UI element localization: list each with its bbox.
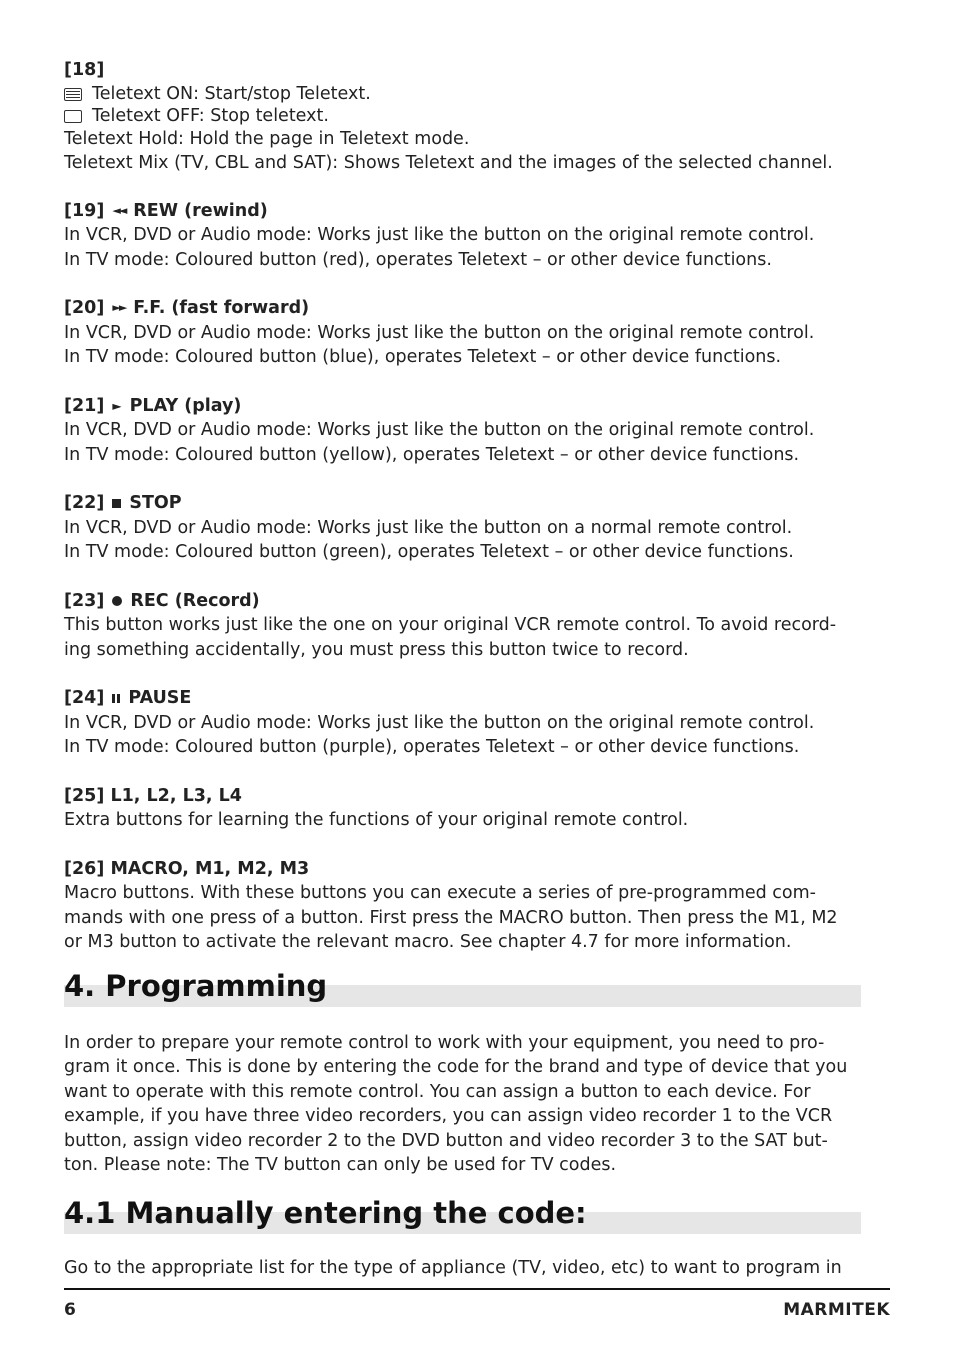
- section-4-1-title: 4.1 Manually entering the code:: [64, 1195, 587, 1230]
- record-icon: [112, 596, 122, 606]
- teletext-on-icon: [64, 88, 82, 101]
- item-21-line1: In VCR, DVD or Audio mode: Works just like the button on the original remote control.: [64, 420, 815, 440]
- fast-forward-icon: ►►: [112, 301, 126, 314]
- rewind-icon: ◄◄: [112, 203, 126, 217]
- item-21-number: [21]: [64, 395, 105, 416]
- item-24-line2: In TV mode: Coloured button (purple), operates Teletext – or other device functions.: [64, 737, 800, 757]
- section-4-line: example, if you have three video recorders, you can assign video recorder 1 to the VCR: [64, 1106, 833, 1126]
- section-4-title: 4. Programming: [64, 968, 328, 1003]
- item-19-number: [19]: [64, 200, 105, 221]
- item-18-line3: Teletext Hold: Hold the page in Teletext mode.: [64, 128, 470, 149]
- item-23-line2: ing something accidentally, you must press this button twice to record.: [64, 639, 689, 660]
- item-20-line2: In TV mode: Coloured button (blue), operates Teletext – or other device functions.: [64, 347, 782, 367]
- section-4-body: [64, 1031, 864, 1178]
- item-19-line2: In TV mode: Coloured button (red), operates Teletext – or other device functions.: [64, 249, 772, 270]
- item-25-heading: [25] L1, L2, L3, L4: [64, 785, 242, 806]
- item-26-line3: or M3 button to activate the relevant macro. See chapter 4.7 for more information.: [64, 932, 792, 952]
- item-22-line2: In TV mode: Coloured button (green), operates Teletext – or other device functions.: [64, 542, 794, 562]
- play-icon: ►: [112, 398, 122, 413]
- item-18: [64, 58, 864, 176]
- item-24-title: PAUSE: [128, 688, 192, 708]
- item-23-number: [23]: [64, 590, 105, 611]
- section-4-line: want to operate with this remote control. You can assign a button to each device. For: [64, 1081, 811, 1102]
- section-4-line: In order to prepare your remote control to work with your equipment, you need to pro-: [64, 1032, 825, 1053]
- item-20-title: F.F. (fast forward): [133, 298, 310, 318]
- item-20-number: [20]: [64, 298, 105, 318]
- teletext-off-icon: [64, 110, 82, 123]
- section-4-1-heading: [64, 1196, 864, 1236]
- item-20-line1: In VCR, DVD or Audio mode: Works just like the button on the original remote control.: [64, 322, 815, 343]
- item-22-number: [22]: [64, 493, 105, 513]
- item-20: [64, 296, 864, 370]
- section-4-line: gram it once. This is done by entering the code for the brand and type of device that you: [64, 1057, 848, 1077]
- section-4-line: ton. Please note: The TV button can only be used for TV codes.: [64, 1155, 617, 1175]
- item-24: [64, 686, 864, 760]
- section-4-1-body: [64, 1256, 864, 1281]
- item-22-line1: In VCR, DVD or Audio mode: Works just like the button on a normal remote control.: [64, 517, 793, 538]
- pause-icon: [112, 694, 120, 703]
- item-23-line1: This button works just like the one on your original VCR remote control. To avoid record-: [64, 615, 837, 635]
- item-21-line2: In TV mode: Coloured button (yellow), operates Teletext – or other device functions.: [64, 444, 800, 465]
- stop-icon: [112, 499, 121, 508]
- item-18-heading: [18]: [64, 60, 105, 80]
- item-18-line4: Teletext Mix (TV, CBL and SAT): Shows Teletext and the images of the selected channel.: [64, 153, 833, 173]
- brand-name: MARMITEK: [783, 1300, 890, 1320]
- item-23-title: REC (Record): [130, 590, 260, 611]
- item-21-title: PLAY (play): [129, 395, 242, 416]
- page-number: 6: [64, 1300, 76, 1320]
- section-4-1-line1: Go to the appropriate list for the type of appliance (TV, video, etc) to want to program in: [64, 1257, 842, 1278]
- item-19-title: REW (rewind): [133, 200, 268, 221]
- footer-rule: [64, 1288, 890, 1290]
- item-19: [64, 199, 864, 273]
- item-18-line1: Teletext ON: Start/stop Teletext.: [92, 83, 371, 104]
- item-24-line1: In VCR, DVD or Audio mode: Works just like the button on the original remote control.: [64, 712, 815, 733]
- item-25-line1: Extra buttons for learning the functions of your original remote control.: [64, 810, 689, 830]
- section-4-heading: [64, 969, 864, 1009]
- item-22: [64, 491, 864, 565]
- item-26-line1: Macro buttons. With these buttons you can execute a series of pre-programmed com-: [64, 883, 816, 903]
- item-26-line2: mands with one press of a button. First press the MACRO button. Then press the M1, M2: [64, 907, 838, 928]
- page-content: [64, 58, 864, 1280]
- item-22-title: STOP: [129, 493, 182, 513]
- item-25: [64, 784, 864, 833]
- item-21: [64, 394, 864, 468]
- item-18-line2: Teletext OFF: Stop teletext.: [92, 105, 329, 126]
- item-24-number: [24]: [64, 688, 105, 708]
- item-26: [64, 857, 864, 955]
- item-19-line1: In VCR, DVD or Audio mode: Works just like the button on the original remote control.: [64, 225, 815, 245]
- section-4-line: button, assign video recorder 2 to the DVD button and video recorder 3 to the SAT but-: [64, 1130, 828, 1151]
- item-23: [64, 589, 864, 663]
- item-26-heading: [26] MACRO, M1, M2, M3: [64, 858, 310, 879]
